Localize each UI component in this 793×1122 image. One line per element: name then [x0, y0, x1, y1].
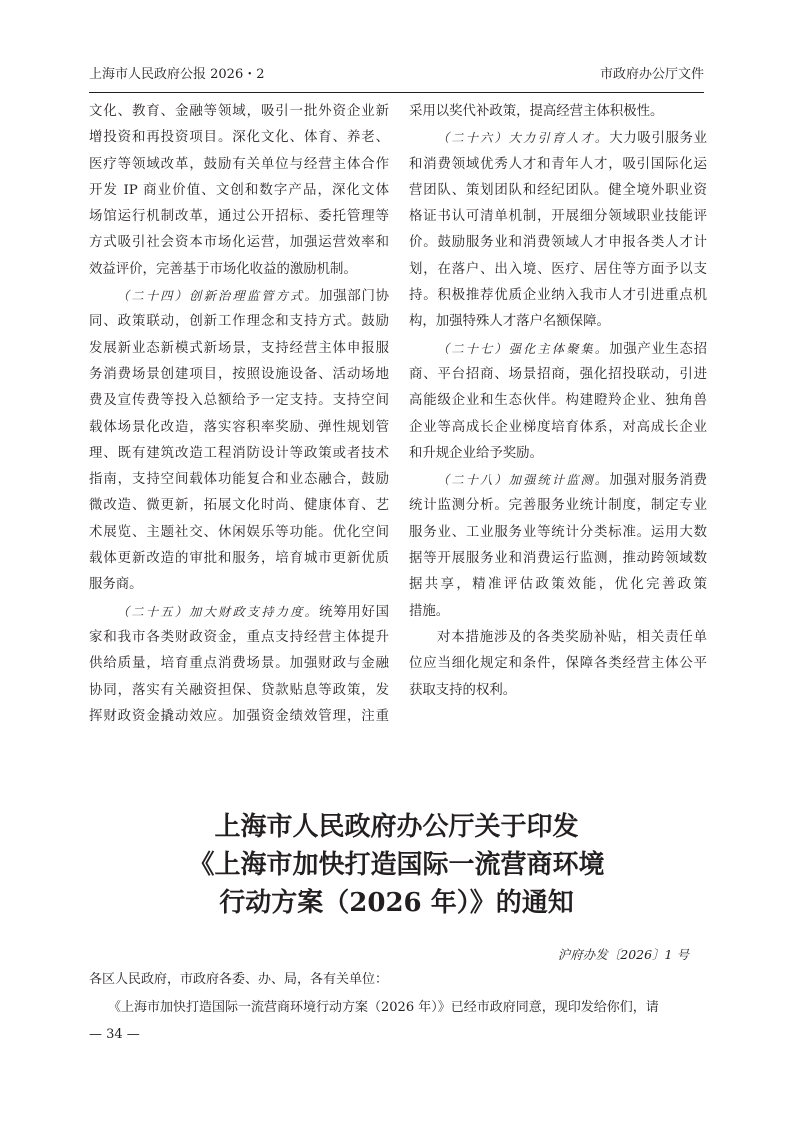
text-line [89, 178, 389, 204]
text-line [89, 230, 389, 256]
line-text: 理、既有建筑改造工程消防设计等政策或者技术 [89, 445, 389, 461]
text-line [409, 230, 707, 256]
line-text: 措施。 [409, 603, 450, 619]
line-text: 划，在落户、出入境、医疗、居住等方面予以支 [409, 261, 707, 277]
text-line [89, 625, 389, 651]
line-text: 服务业、工业服务业等统计分类标准。运用大数 [409, 524, 707, 540]
line-text: 发展新业态新模式新场景，支持经营主体申报服 [89, 340, 389, 356]
text-line [409, 467, 707, 493]
text-line [89, 572, 389, 598]
text-line [409, 257, 707, 283]
text-line [409, 678, 707, 704]
line-text: 获取支持的权利。 [409, 682, 517, 698]
line-text: 家和我市各类财政资金，重点支持经营主体提升 [89, 629, 389, 645]
text-line [409, 388, 707, 414]
line-text: 加强产业生态招 [609, 341, 707, 357]
text-line [89, 678, 389, 704]
section-heading: （二十四）创新治理监管方式。 [117, 289, 320, 304]
line-text: 开发 IP 商业价值、文创和数字产品，深化文体 [89, 182, 389, 198]
header-rule [89, 92, 704, 93]
line-text: 加强对服务消费 [609, 473, 707, 489]
text-line [409, 546, 707, 572]
text-line [89, 309, 389, 335]
text-line [409, 309, 707, 335]
section-heading: （二十八）加强统计监测。 [437, 473, 610, 488]
line-text: 统计监测分析。完善服务业统计制度，制定专业 [409, 498, 707, 514]
text-line [89, 704, 389, 730]
paragraph [89, 599, 389, 730]
line-text: 企业等高成长企业梯度培育体系，对高成长企业 [409, 419, 707, 435]
section-heading: （二十五）加大财政支持力度。 [117, 604, 320, 619]
text-line [89, 467, 389, 493]
line-text: 加强部门协 [319, 289, 389, 305]
line-text: 对本措施涉及的各类奖励补贴，相关责任单 [437, 629, 707, 645]
notice-title [0, 808, 793, 922]
section-heading: （二十六）大力引育人才。 [437, 131, 610, 146]
text-line [409, 415, 707, 441]
title-line: 《上海市加快打造国际一流营商环境 [188, 850, 605, 880]
line-text: 务消费场景创建项目，按照设施设备、活动场地 [89, 366, 389, 382]
text-line [89, 441, 389, 467]
text-line [409, 283, 707, 309]
line-text: 据共享，精准评估政策效能，优化完善政策 [409, 577, 707, 593]
line-text: 构，加强特殊人才落户名额保障。 [409, 314, 610, 330]
paragraph [409, 625, 707, 704]
line-text: 和升规企业给予奖励。 [409, 445, 543, 461]
line-text: 增投资和再投资项目。深化文化、体育、养老、 [89, 130, 389, 146]
line-text: 方式吸引社会资本市场化运营，加强运营效率和 [89, 235, 389, 251]
text-line [89, 388, 389, 414]
line-text: 服务商。 [89, 577, 143, 593]
text-line [409, 362, 707, 388]
text-line [409, 625, 707, 651]
text-line [409, 599, 707, 625]
text-line [89, 99, 389, 125]
text-line [409, 493, 707, 519]
line-text: 价。鼓励服务业和消费领域人才申报各类人才计 [409, 235, 707, 251]
line-text: 高能级企业和生态伙伴。构建瞪羚企业、独角兽 [409, 393, 707, 409]
text-line [409, 99, 707, 125]
text-line [409, 520, 707, 546]
text-line [409, 178, 707, 204]
text-line [89, 152, 389, 178]
journal-header: 上海市人民政府公报 2026・2 [89, 67, 265, 82]
text-line [409, 336, 707, 362]
line-text: 供给质量，培育重点消费场景。加强财政与金融 [89, 656, 389, 672]
section-heading: （二十七）强化主体聚集。 [437, 341, 610, 356]
paragraph [409, 336, 707, 467]
text-line [89, 283, 389, 309]
right-column [409, 99, 707, 704]
line-text: 载体场景化改造，落实容积率奖励、弹性规划管 [89, 419, 389, 435]
page-number: — 34 — [89, 1027, 140, 1042]
text-line [89, 493, 389, 519]
line-text: 商、平台招商、场景招商，强化招投联动，引进 [409, 366, 707, 382]
salutation: 各区人民政府，市政府各委、办、局，各有关单位： [89, 972, 389, 987]
text-line [409, 152, 707, 178]
paragraph [409, 99, 707, 125]
text-line [89, 362, 389, 388]
line-text: 和消费领域优秀人才和青年人才，吸引国际化运 [409, 156, 707, 172]
text-line [89, 125, 389, 151]
line-text: 指南，支持空间载体功能复合和业态融合，鼓励 [89, 472, 389, 488]
line-text: 据等开展服务业和消费运行监测，推动跨领域数 [409, 551, 707, 567]
paragraph [89, 283, 389, 599]
line-text: 大力吸引服务业 [609, 131, 707, 147]
line-text: 持。积极推荐优质企业纳入我市人才引进重点机 [409, 288, 707, 304]
line-text: 同、政策联动，创新工作理念和支持方式。鼓励 [89, 314, 389, 330]
line-text: 术展览、主题社交、休闲娱乐等功能。优化空间 [89, 524, 389, 540]
text-line [89, 651, 389, 677]
text-line [89, 336, 389, 362]
text-line [89, 520, 389, 546]
line-text: 费及宣传费等投入总额给予一定支持。支持空间 [89, 393, 389, 409]
text-line [89, 415, 389, 441]
section-header: 市政府办公厅文件 [599, 67, 704, 82]
line-text: 载体更新改造的审批和服务，培育城市更新优质 [89, 551, 389, 567]
text-line [409, 204, 707, 230]
line-text: 统筹用好国 [319, 604, 389, 620]
line-text: 采用以奖代补政策，提高经营主体积极性。 [409, 104, 664, 119]
notice-body: 《上海市加快打造国际一流营商环境行动方案（2026 年）》已经市政府同意，现印发给你们，请 [108, 1000, 659, 1015]
text-line [409, 572, 707, 598]
title-line: 行动方案（2026 年）》的通知 [219, 888, 574, 918]
text-line [409, 651, 707, 677]
line-text: 位应当细化规定和条件，保障各类经营主体公平 [409, 656, 707, 672]
paragraph [409, 467, 707, 625]
line-text: 挥财政资金撬动效应。加强资金绩效管理，注重 [89, 708, 389, 724]
line-text: 格证书认可清单机制，开展细分领域职业技能评 [409, 209, 707, 225]
line-text: 效益评价，完善基于市场化收益的激励机制。 [89, 261, 357, 277]
line-text: 协同，落实有关融资担保、贷款贴息等政策，发 [89, 682, 389, 698]
text-line [89, 204, 389, 230]
line-text: 医疗等领域改革，鼓励有关单位与经营主体合作 [89, 156, 389, 172]
text-line [89, 257, 389, 283]
title-line: 上海市人民政府办公厅关于印发 [214, 812, 579, 842]
paragraph [89, 99, 389, 283]
text-line [89, 546, 389, 572]
text-line [409, 125, 707, 151]
line-text: 微改造、微更新，拓展文化时尚、健康体育、艺 [89, 498, 389, 514]
paragraph [409, 125, 707, 335]
text-line [89, 599, 389, 625]
text-line [409, 441, 707, 467]
left-column [89, 99, 389, 730]
line-text: 场馆运行机制改革，通过公开招标、委托管理等 [89, 209, 389, 225]
line-text: 营团队、策划团队和经纪团队。健全境外职业资 [409, 182, 707, 198]
document-number: 沪府办发〔2026〕1 号 [557, 947, 689, 962]
line-text: 文化、教育、金融等领域，吸引一批外资企业新 [89, 104, 389, 119]
